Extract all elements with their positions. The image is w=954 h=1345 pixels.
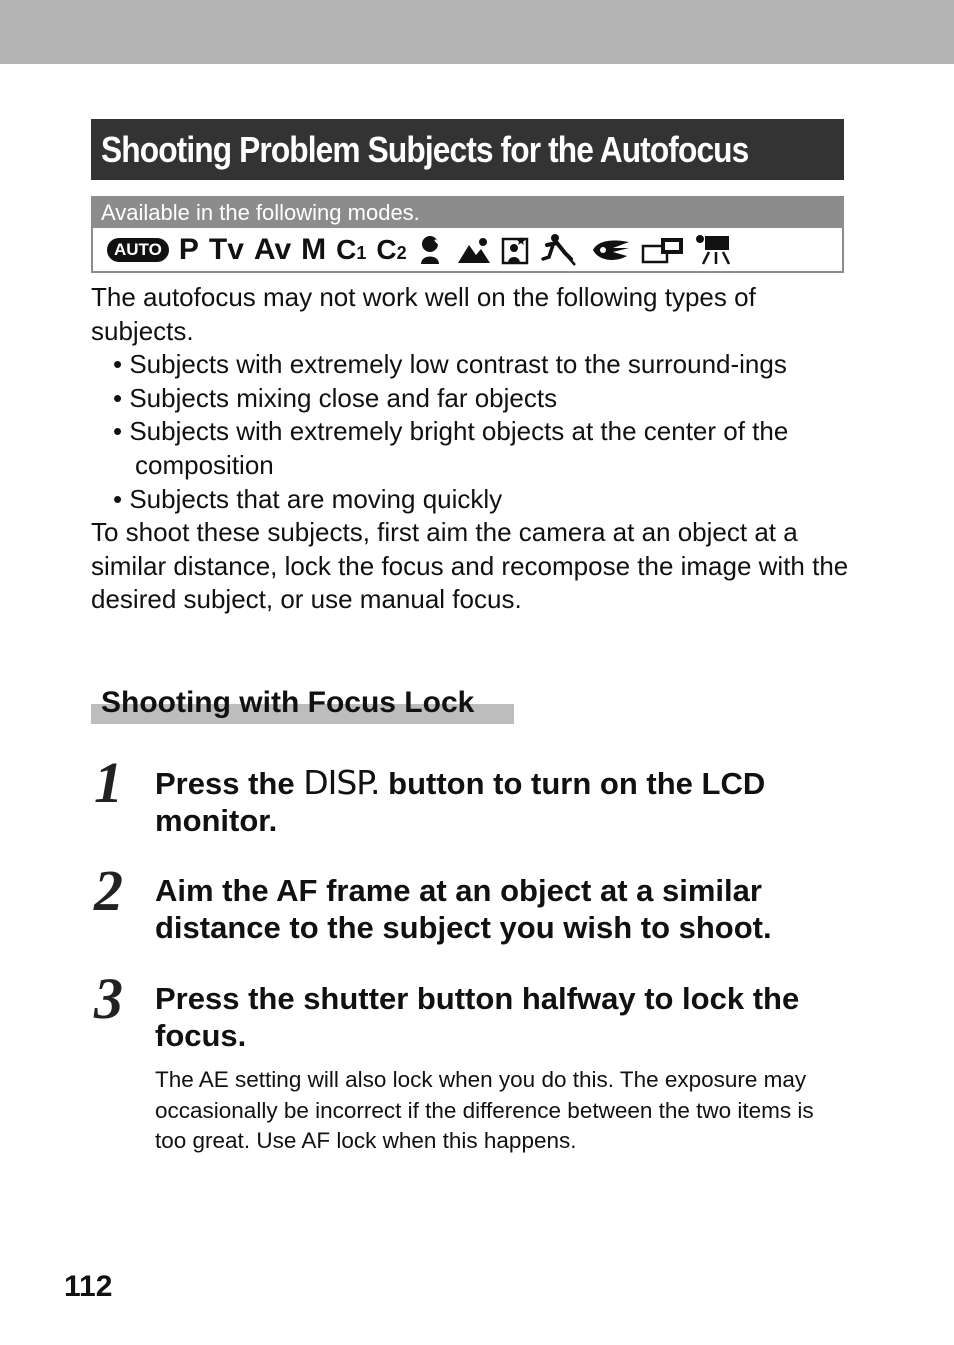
auto-mode-icon: AUTO (107, 238, 169, 262)
custom1-mode-icon: C1 (336, 233, 367, 265)
list-item: • Subjects that are moving quickly (113, 483, 503, 514)
custom2-mode-icon: C2 (376, 233, 407, 265)
step-1-text: Press the DISP. button to turn on the LCD monitor. (155, 763, 766, 838)
advice-paragraph: To shoot these subjects, first aim the camera at an object at a similar distance, lock the focus and recompose the image with the desired subject, or use manual focus. (91, 517, 849, 615)
page-title-bar (91, 119, 844, 180)
list-item: • Subjects mixing close and far objects (113, 382, 558, 413)
manual-mode-icon: M (301, 232, 327, 266)
step-number: 2 (94, 858, 123, 923)
disp-button-glyph: DISP. (303, 763, 380, 802)
step-number: 1 (94, 750, 123, 815)
intro-text-block (91, 281, 851, 617)
step-3-note: The AE setting will also lock when you do this. The exposure may occasionally be incorrect if the difference between the two items is too great. Use AF lock when this happens. (155, 1067, 814, 1153)
list-item: • Subjects with extremely bright objects at the center of the composition (113, 416, 789, 480)
sports-icon (541, 233, 579, 267)
list-item: • Subjects with extremely low contrast to the surround-ings (113, 349, 787, 380)
step-3-text: Press the shutter button halfway to lock the focus. (155, 981, 800, 1053)
step-number: 3 (94, 966, 123, 1031)
macro-icon (589, 236, 631, 264)
section-heading (91, 686, 514, 724)
program-mode-icon: P (178, 232, 199, 266)
modes-row (93, 228, 842, 271)
shutter-priority-mode-icon: Tv (208, 232, 244, 266)
available-modes-box (91, 196, 844, 273)
movie-icon (695, 234, 731, 266)
section-heading-text: Shooting with Focus Lock (101, 686, 475, 719)
page-title: Shooting Problem Subjects for the Autofocus (101, 128, 749, 170)
header-band (0, 0, 954, 64)
stitch-assist-icon (641, 236, 685, 264)
modes-header: Available in the following modes. (93, 198, 842, 228)
night-scene-icon (501, 235, 531, 265)
landscape-icon (457, 235, 491, 265)
intro-paragraph: The autofocus may not work well on the following types of subjects. (91, 282, 756, 346)
page-number: 112 (64, 1270, 113, 1303)
subject-list (91, 348, 851, 516)
portrait-icon (417, 234, 447, 266)
aperture-priority-mode-icon: Av (253, 232, 292, 266)
step-2-text: Aim the AF frame at an object at a similar distance to the subject you wish to shoot. (155, 873, 772, 945)
